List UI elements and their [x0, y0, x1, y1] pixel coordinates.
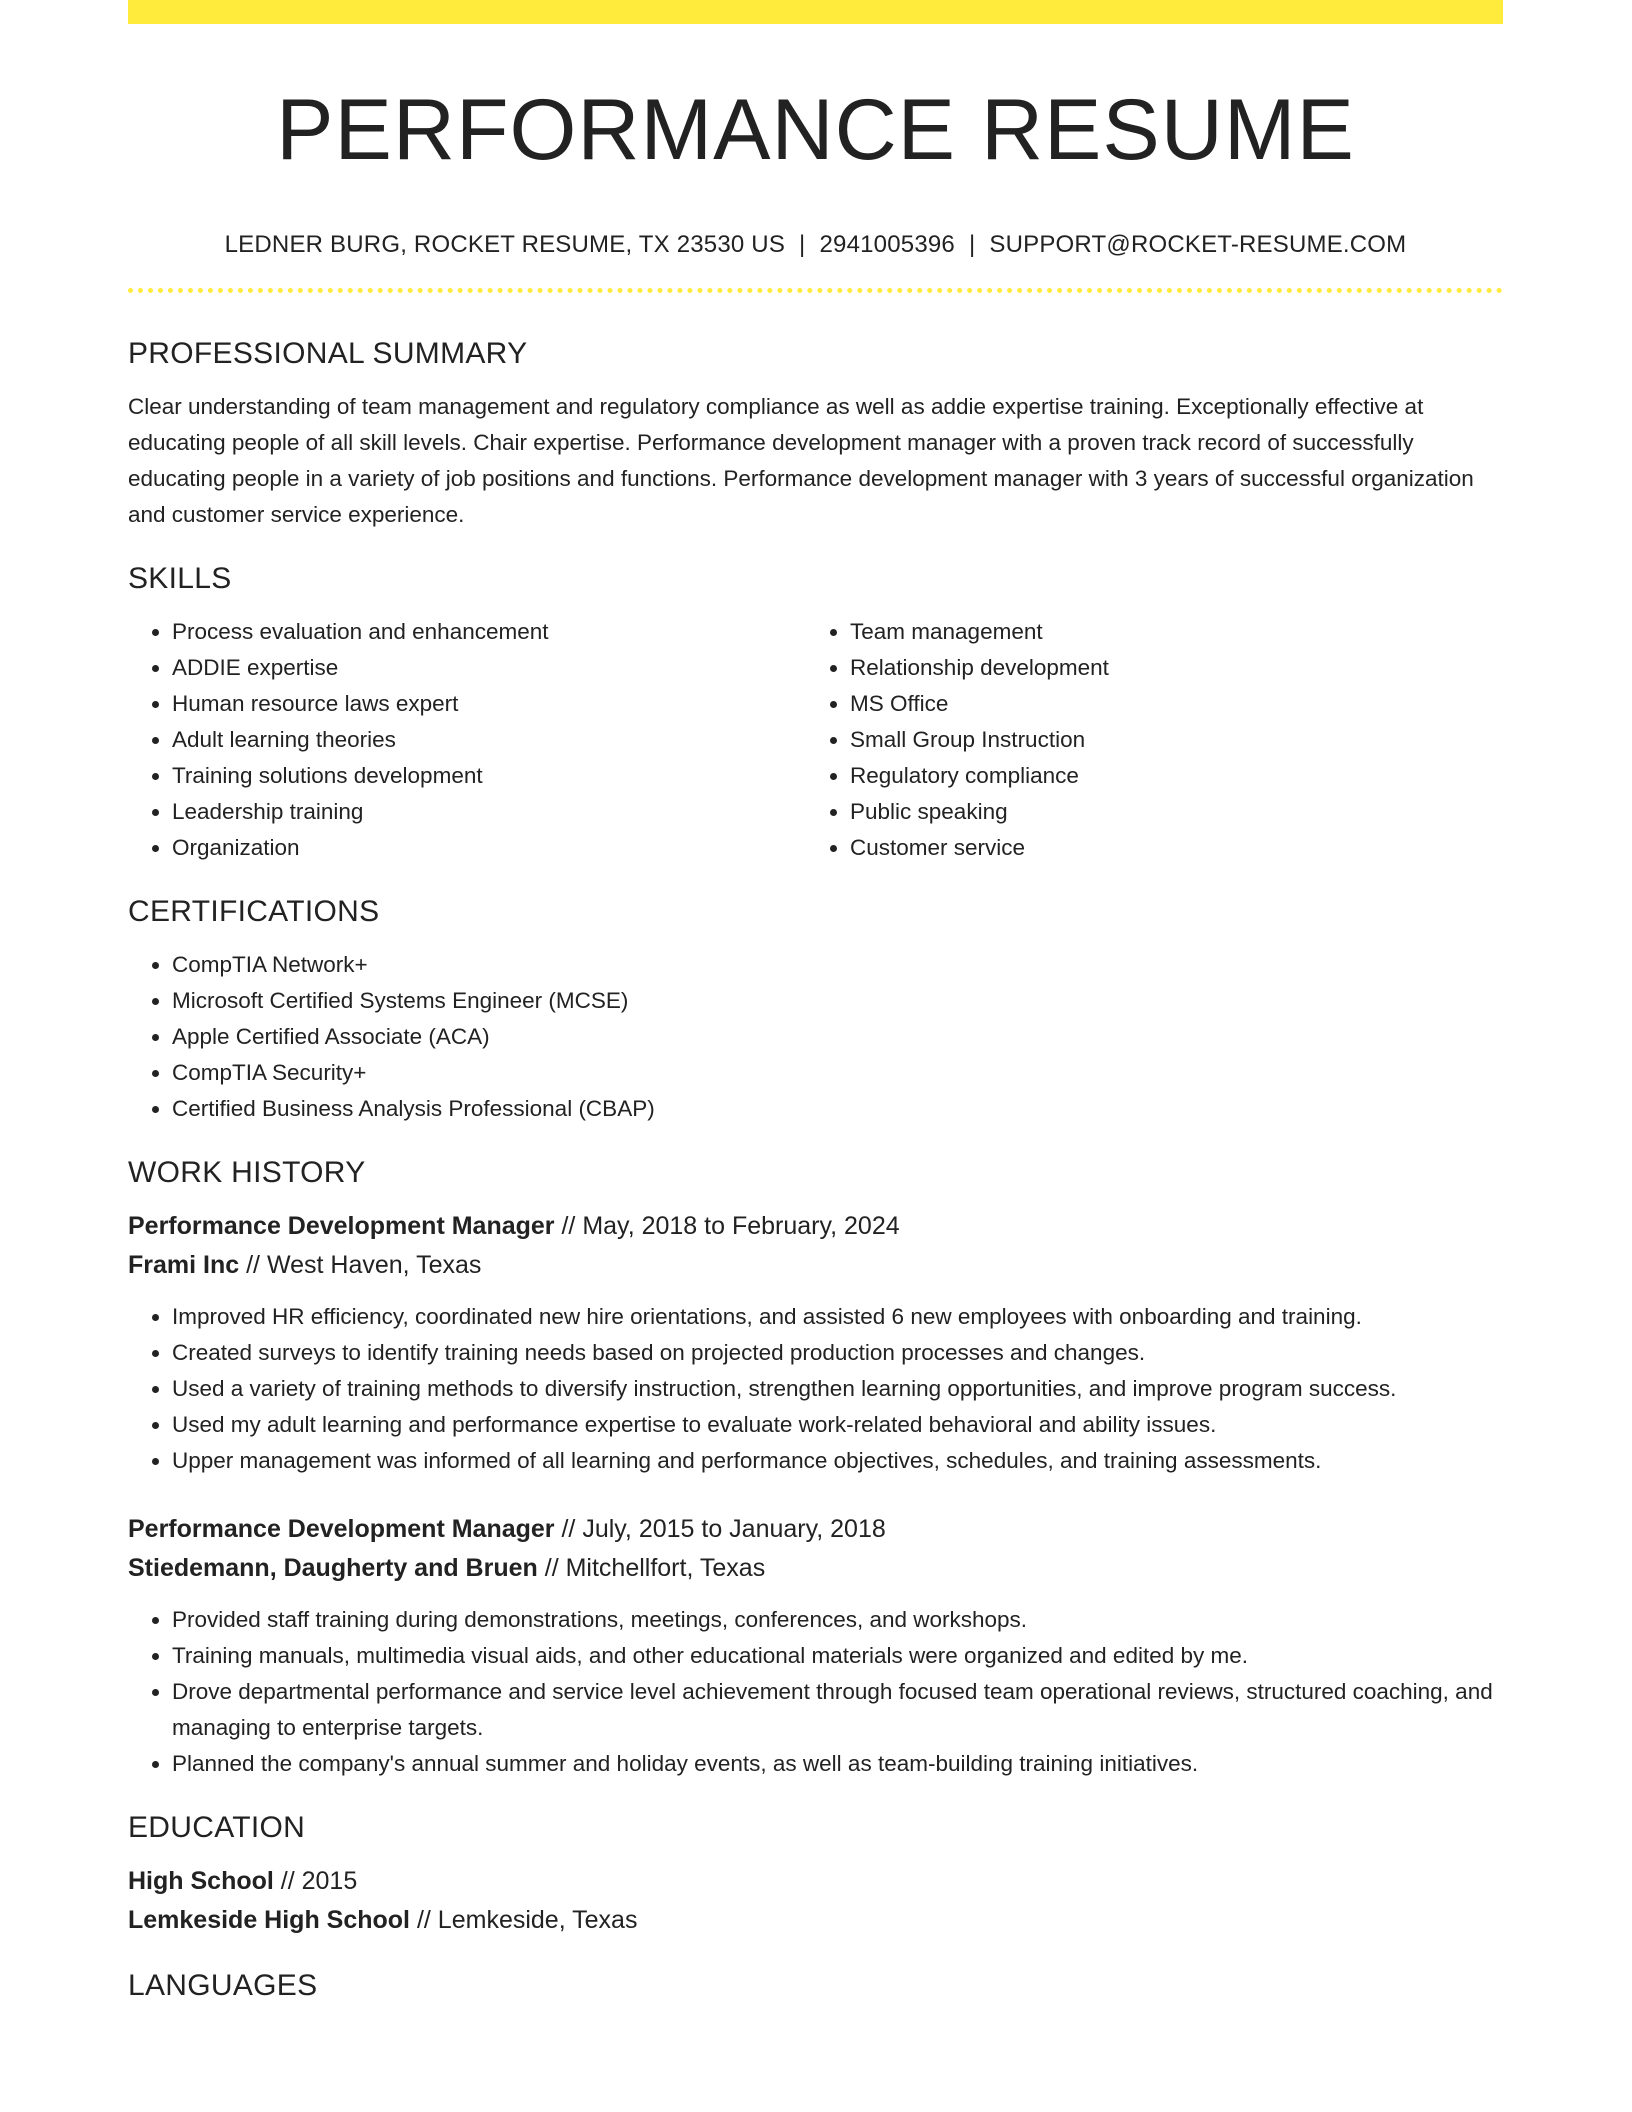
contact-address: LEDNER BURG, ROCKET RESUME, TX 23530 US [224, 231, 786, 258]
certification-item: • Apple Certified Associate (ACA) [172, 1019, 1503, 1055]
top-accent-bar [128, 0, 1503, 24]
skill-item: • Public speaking [850, 794, 1484, 830]
languages-heading: LANGUAGES [128, 1969, 318, 2002]
summary-heading: PROFESSIONAL SUMMARY [128, 337, 528, 370]
job-title-line [128, 1510, 1503, 1549]
contact-phone: 2941005396 [819, 231, 955, 258]
education-entry [128, 1862, 1503, 1940]
job-bullet: • Improved HR efficiency, coordinated new hire orientations, and assisted 6 new employees with onboarding and training. [172, 1299, 1503, 1335]
job-entry [128, 1510, 1503, 1782]
work-history-heading: WORK HISTORY [128, 1156, 366, 1189]
education-location: // Lemkeside, Texas [416, 1906, 638, 1934]
skill-item: • Small Group Instruction [850, 722, 1484, 758]
skill-item: • Training solutions development [172, 758, 806, 794]
dotted-divider [128, 288, 1503, 293]
resume-page [128, 0, 1503, 2004]
contact-line [128, 230, 1503, 260]
job-location: // Mitchellfort, Texas [544, 1554, 766, 1582]
job-company: Stiedemann, Daugherty and Bruen [128, 1554, 538, 1582]
job-dates: // July, 2015 to January, 2018 [561, 1515, 886, 1543]
education-degree: High School [128, 1867, 274, 1895]
certification-item: • CompTIA Security+ [172, 1055, 1503, 1091]
contact-separator: | [799, 231, 806, 258]
summary-text: Clear understanding of team management and regulatory compliance as well as addie expertise training. Exceptionally effective at educating people of all skill levels. Chair expertise. Performance development manager with a proven track record of successfully educating people in a variety of job positions and functions. Performance development manager with 3 years of successful organization and customer service experience. [128, 394, 1474, 527]
job-company-line [128, 1246, 1503, 1285]
skills-heading: SKILLS [128, 562, 232, 595]
job-dates: // May, 2018 to February, 2024 [561, 1212, 900, 1240]
skill-item: • Human resource laws expert [172, 686, 806, 722]
skills-list-left [128, 614, 806, 866]
education-year: // 2015 [280, 1867, 358, 1895]
job-company: Frami Inc [128, 1251, 240, 1279]
certifications-heading: CERTIFICATIONS [128, 895, 380, 928]
job-bullet: • Provided staff training during demonstrations, meetings, conferences, and workshops. [172, 1602, 1503, 1638]
contact-separator: | [968, 231, 976, 258]
certification-item: • Certified Business Analysis Professional (CBAP) [172, 1091, 1503, 1127]
job-bullets [128, 1602, 1503, 1782]
skill-item: • Leadership training [172, 794, 806, 830]
skills-columns [128, 614, 1503, 866]
skill-item: • Process evaluation and enhancement [172, 614, 806, 650]
job-entry [128, 1207, 1503, 1479]
job-title-line [128, 1207, 1503, 1246]
job-bullet: • Planned the company's annual summer and holiday events, as well as team-building training initiatives. [172, 1746, 1503, 1782]
job-role: Performance Development Manager [128, 1212, 555, 1240]
job-bullets [128, 1299, 1503, 1479]
certification-item: • Microsoft Certified Systems Engineer (MCSE) [172, 983, 1503, 1019]
job-bullet: • Used a variety of training methods to diversify instruction, strengthen learning opportunities, and improve program success. [172, 1371, 1503, 1407]
skill-item: • Team management [850, 614, 1484, 650]
resume-name: PERFORMANCE RESUME [276, 82, 1355, 178]
job-bullet: • Drove departmental performance and service level achievement through focused team operational reviews, structured coaching, and managing to enterprise targets. [172, 1674, 1503, 1746]
skill-item: • Customer service [850, 830, 1484, 866]
skill-item: • Organization [172, 830, 806, 866]
skill-item: • ADDIE expertise [172, 650, 806, 686]
education-school-line [128, 1901, 1503, 1940]
education-school: Lemkeside High School [128, 1906, 411, 1934]
job-bullet: • Used my adult learning and performance expertise to evaluate work-related behavioral and ability issues. [172, 1407, 1503, 1443]
job-role: Performance Development Manager [128, 1515, 555, 1543]
job-bullet: • Training manuals, multimedia visual aids, and other educational materials were organized and edited by me. [172, 1638, 1503, 1674]
certifications-list [128, 947, 1503, 1127]
skills-list-right [806, 614, 1484, 866]
skill-item: • Regulatory compliance [850, 758, 1484, 794]
job-company-line [128, 1549, 1503, 1588]
skill-item: • Adult learning theories [172, 722, 806, 758]
job-bullet: • Created surveys to identify training needs based on projected production processes and changes. [172, 1335, 1503, 1371]
education-degree-line [128, 1862, 1503, 1901]
education-heading: EDUCATION [128, 1811, 306, 1844]
skill-item: • Relationship development [850, 650, 1484, 686]
job-bullet: • Upper management was informed of all learning and performance objectives, schedules, and training assessments. [172, 1443, 1503, 1479]
skill-item: • MS Office [850, 686, 1484, 722]
contact-email: SUPPORT@ROCKET-RESUME.COM [989, 231, 1407, 258]
certification-item: • CompTIA Network+ [172, 947, 1503, 983]
job-location: // West Haven, Texas [246, 1251, 482, 1279]
